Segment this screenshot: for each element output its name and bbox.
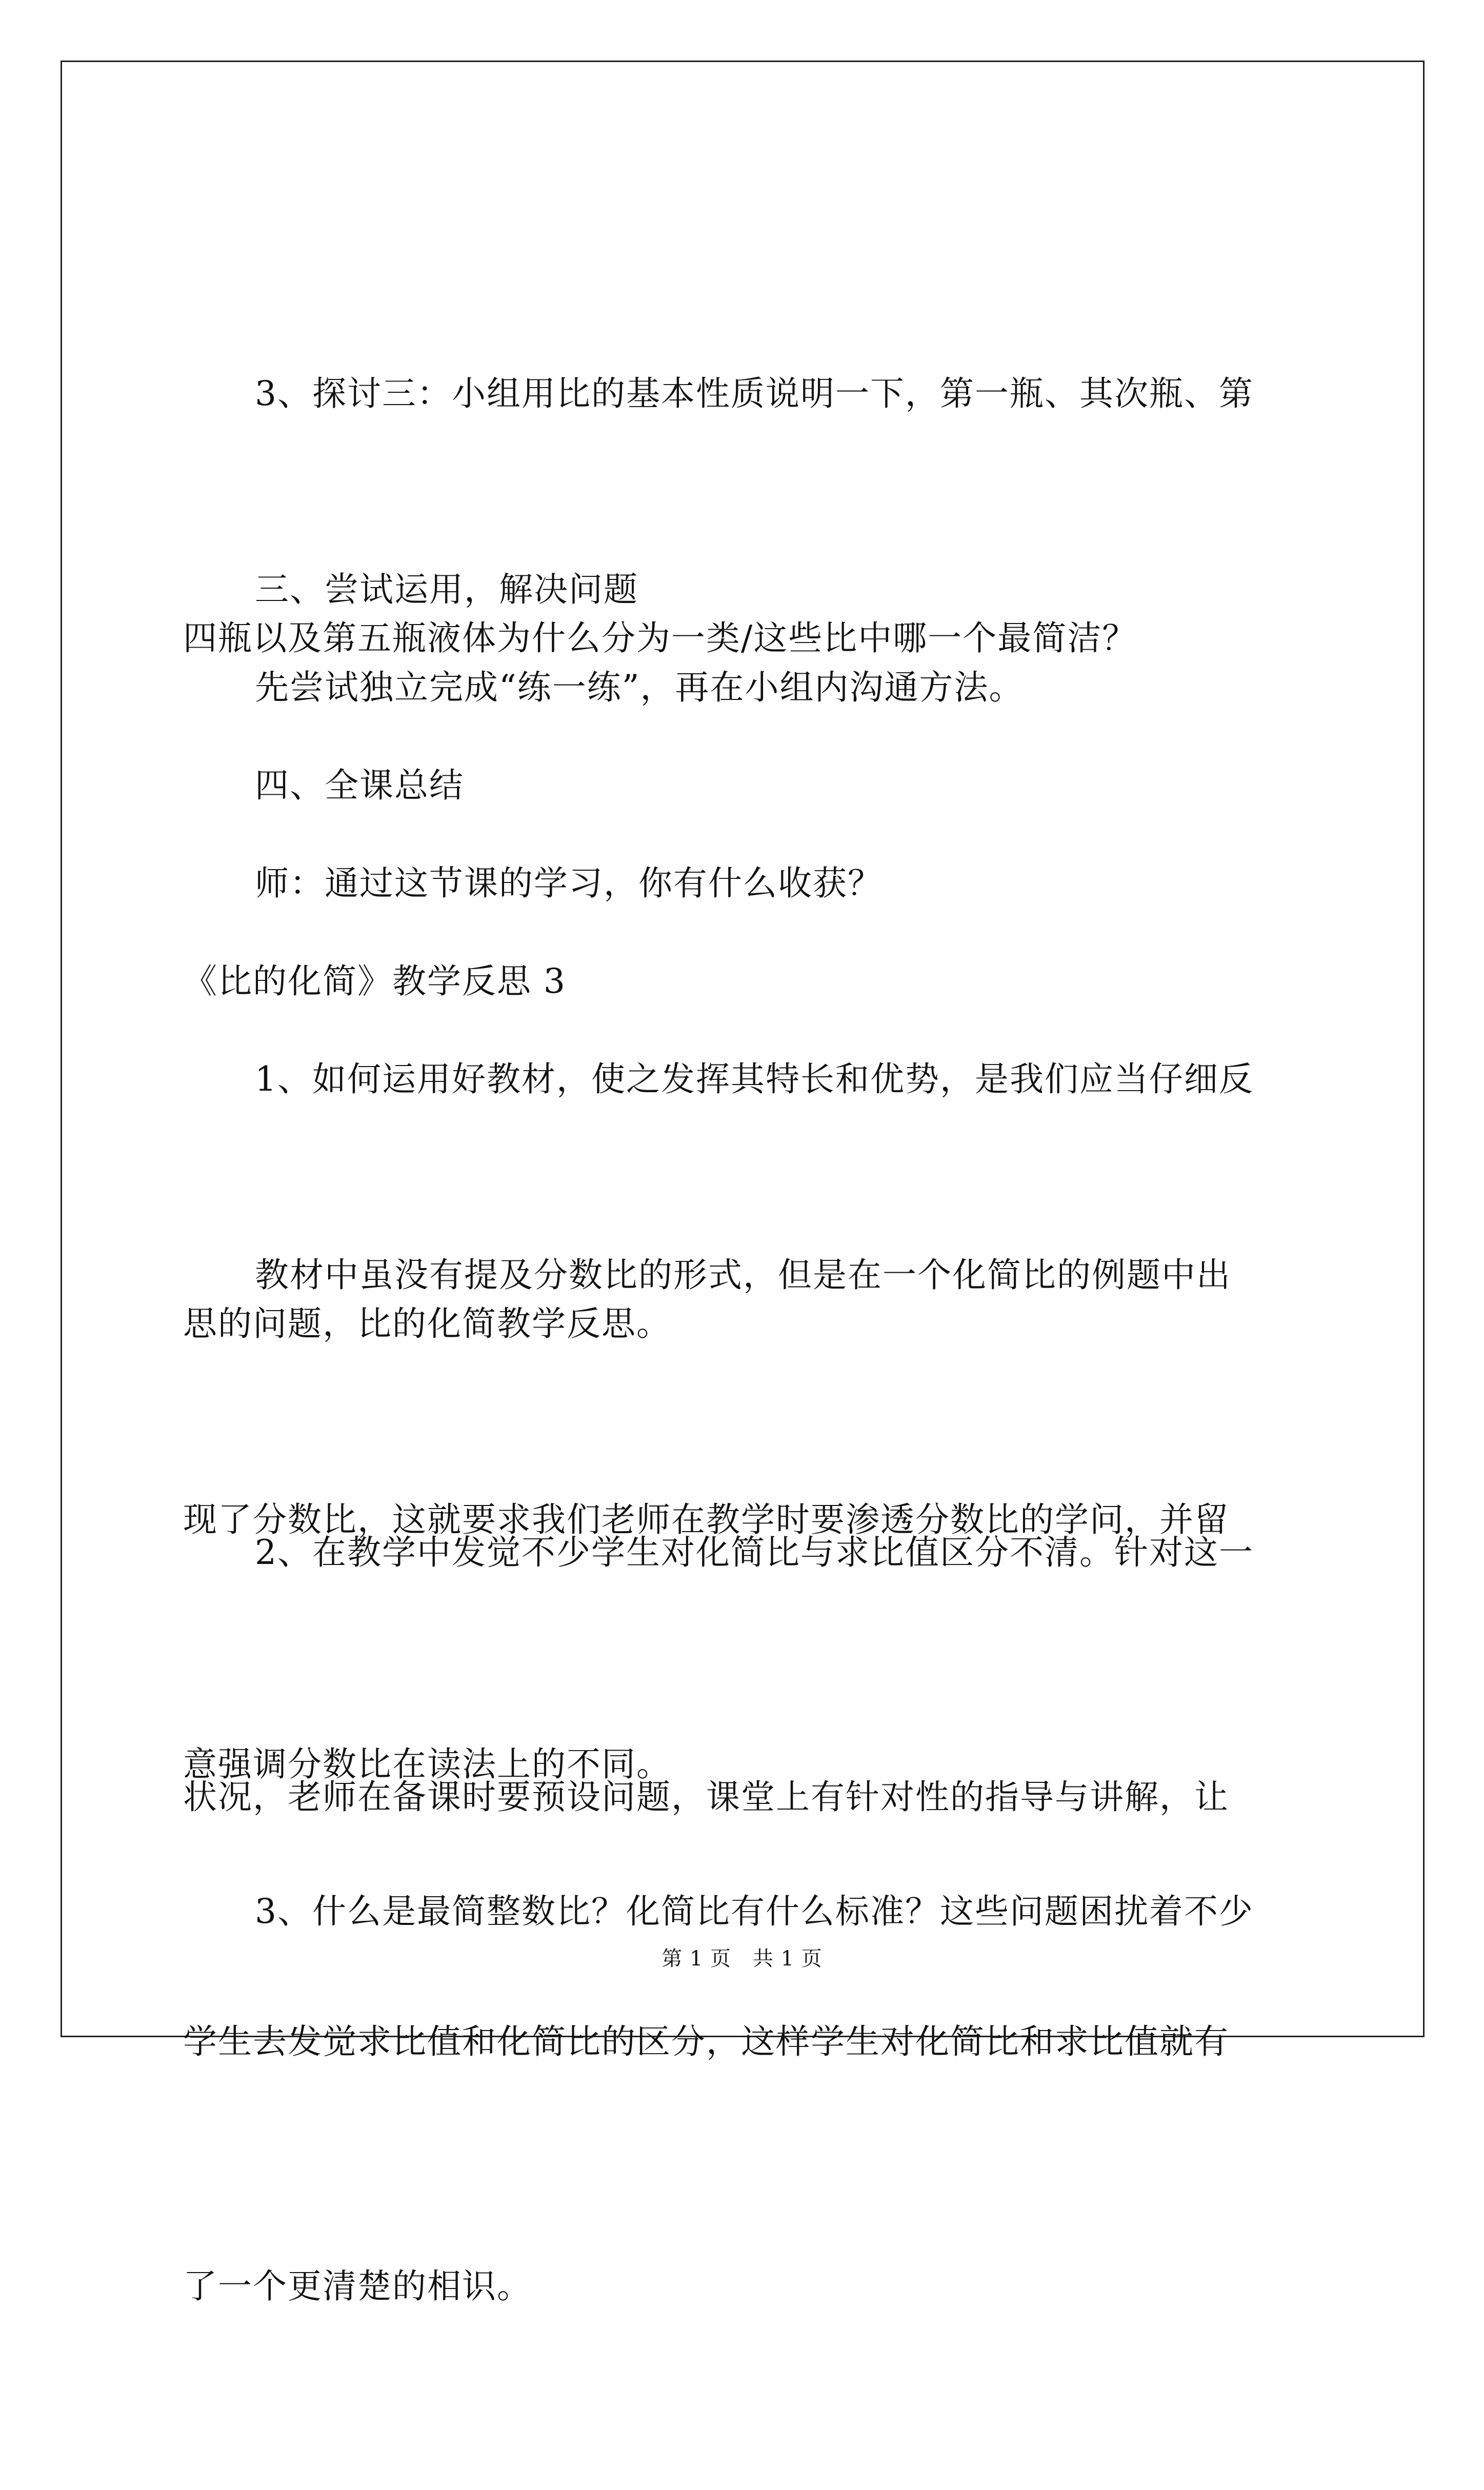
page-footer bbox=[0, 1942, 1484, 1972]
text-line: 3、探讨三：小组用比的基本性质说明一下，第一瓶、其次瓶、第 bbox=[255, 374, 1254, 413]
text-line: 1、如何运用好教材，使之发挥其特长和优势，是我们应当仔细反 bbox=[255, 1059, 1254, 1099]
text-line: 意强调分数比在读法上的不同。 bbox=[183, 1744, 671, 1784]
page-number: 第 1 页 bbox=[661, 1947, 732, 1971]
text-line: 《比的化简》教学反思 3 bbox=[183, 961, 566, 1001]
text-line: 了一个更清楚的相识。 bbox=[183, 2266, 532, 2306]
text-line: 三、尝试运用，解决问题 bbox=[255, 570, 638, 609]
text-line: 状况，老师在备课时要预设问题，课堂上有针对性的指导与讲解，让 bbox=[183, 1777, 1229, 1817]
text-line: 2、在教学中发觉不少学生对化简比与求比值区分不清。针对这一 bbox=[255, 1533, 1254, 1572]
page-total: 共 1 页 bbox=[752, 1947, 823, 1971]
text-line: 现了分数比，这就要求我们老师在教学时要渗透分数比的学问，并留 bbox=[183, 1500, 1229, 1539]
text-line: 先尝试独立完成“练一练”，再在小组内沟通方法。 bbox=[255, 668, 1024, 707]
paragraph-point-three bbox=[183, 1708, 1306, 2115]
text-line: 师：通过这节课的学习，你有什么收获？ bbox=[255, 864, 883, 903]
text-line: 四、全课总结 bbox=[255, 766, 464, 805]
text-line: 教材中虽没有提及分数比的形式，但是在一个化简比的例题中出 bbox=[255, 1255, 1231, 1295]
text-line: 3、什么是最简整数比？化简比有什么标准？这些问题困扰着不少 bbox=[255, 1892, 1254, 1931]
text-line: 思的问题，比的化简教学反思。 bbox=[183, 1304, 671, 1343]
text-line: 学生去发觉求比值和化简比的区分，这样学生对化简比和求比值就有 bbox=[183, 2022, 1229, 2061]
text-line: 四瓶以及第五瓶液体为什么分为一类/这些比中哪一个最简洁？ bbox=[183, 618, 1137, 658]
